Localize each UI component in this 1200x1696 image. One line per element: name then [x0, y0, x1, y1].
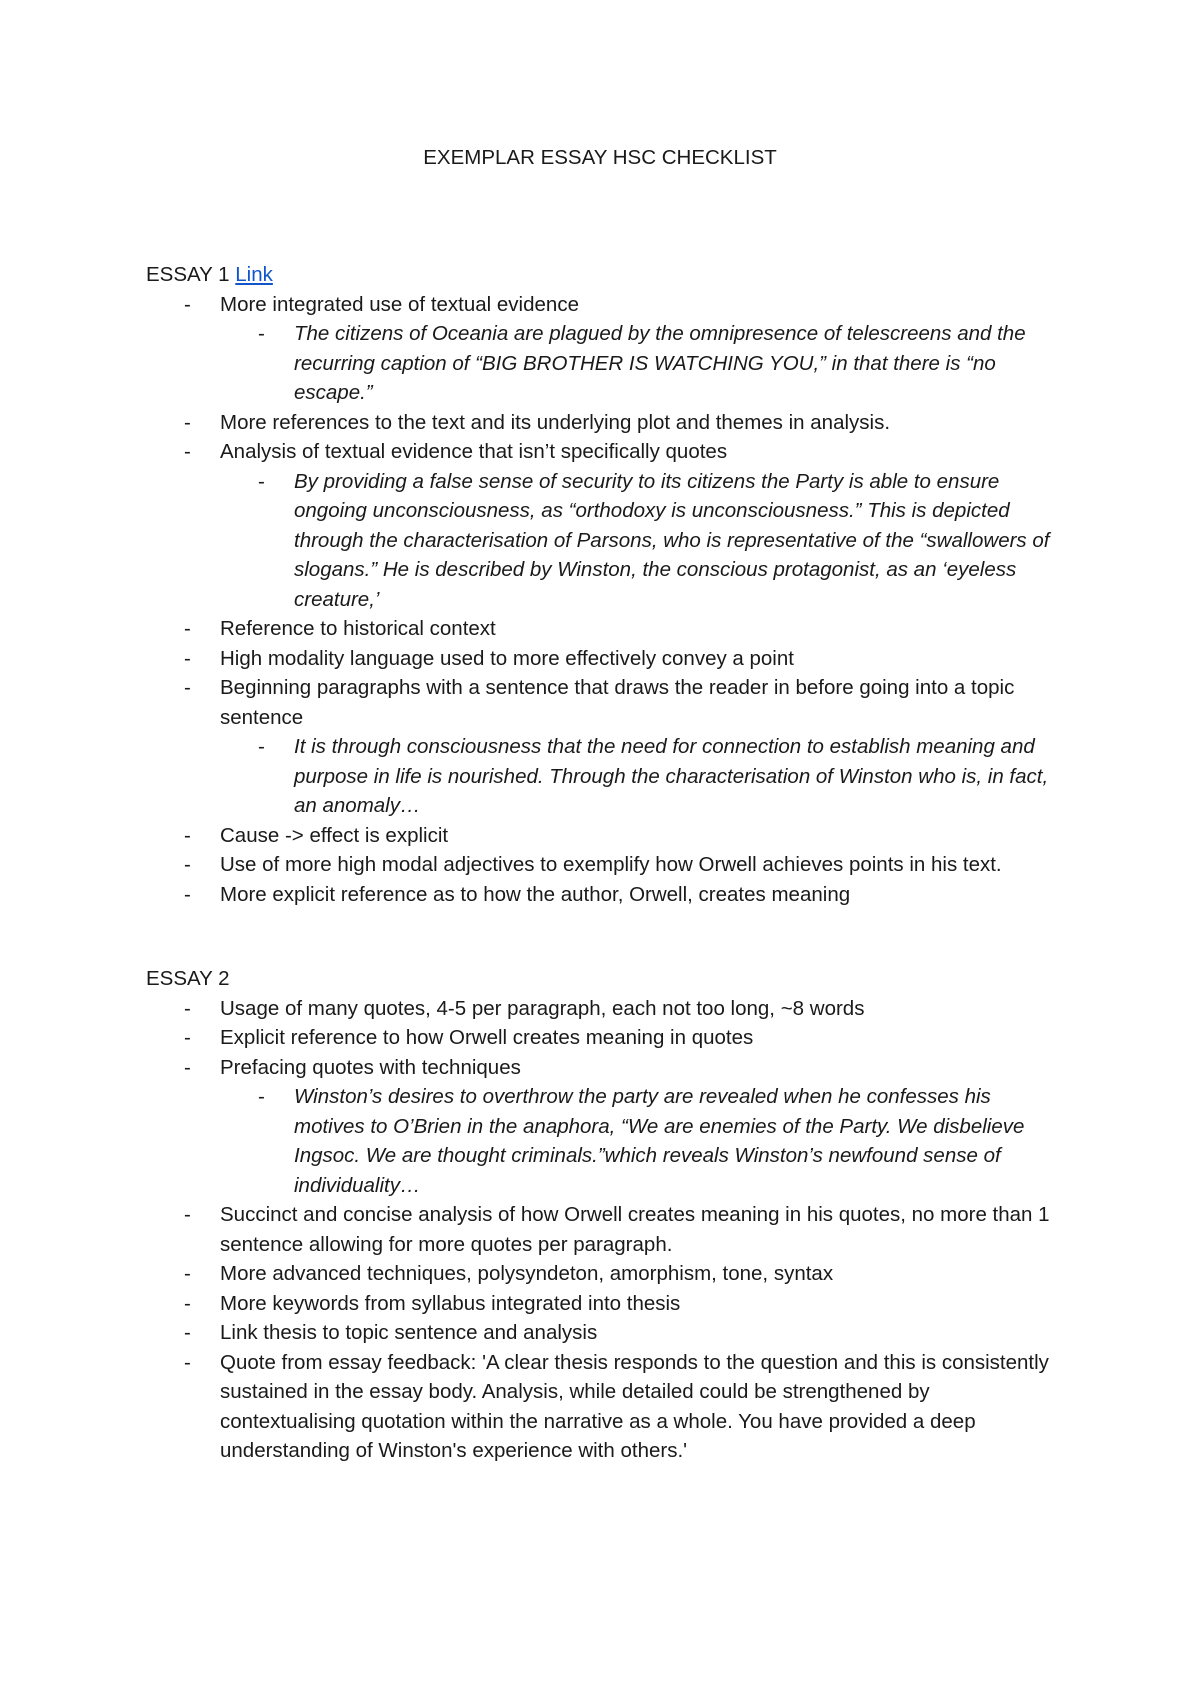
checklist-item-text: Use of more high modal adjectives to exemplify how Orwell achieves points in his text. [220, 853, 1002, 876]
checklist-item [146, 1318, 1066, 1348]
bullet-dash: - [258, 1085, 265, 1108]
example-item [220, 467, 1066, 615]
checklist-item-text: Prefacing quotes with techniques [220, 1055, 521, 1079]
example-list [220, 467, 1066, 615]
bullet-dash: - [184, 1321, 191, 1344]
bullet-dash: - [184, 1055, 191, 1079]
page-title: EXEMPLAR ESSAY HSC CHECKLIST [423, 146, 777, 169]
checklist-item-text: Cause -> effect is explicit [220, 823, 449, 847]
bullet-dash: - [184, 1291, 191, 1315]
essay-2-heading-text: ESSAY 2 [146, 967, 230, 990]
bullet-dash: - [184, 1262, 191, 1285]
checklist-item [146, 437, 1066, 614]
checklist-item [146, 1023, 1066, 1053]
checklist-item-text: High modality language used to more effectively convey a point [220, 646, 794, 670]
bullet-dash: - [184, 676, 191, 699]
checklist-item [146, 880, 1066, 910]
checklist-item-text: Succinct and concise analysis of how Orwell creates meaning in his quotes, no more than 1 sentence allowing for more quotes per paragraph. [220, 1203, 1050, 1256]
checklist-item [146, 821, 1066, 851]
checklist-item [146, 673, 1066, 821]
example-item [220, 1082, 1066, 1200]
bullet-dash: - [184, 617, 191, 640]
bullet-dash: - [184, 823, 191, 847]
example-quote-text: The citizens of Oceania are plagued by the omnipresence of telescreens and the recurring caption of “BIG BROTHER IS WATCHING YOU,” in that there is “no escape.” [294, 322, 1026, 404]
bullet-dash: - [258, 322, 265, 345]
bullet-dash: - [184, 996, 191, 1020]
checklist-item-text: More references to the text and its underlying plot and themes in analysis. [220, 410, 891, 434]
essay-2-section [146, 964, 1066, 1466]
bullet-dash: - [258, 469, 265, 493]
checklist-item [146, 644, 1066, 674]
checklist-item [146, 1200, 1066, 1259]
checklist-item [146, 290, 1066, 408]
checklist-item [146, 614, 1066, 644]
example-item [220, 732, 1066, 821]
bullet-dash: - [184, 292, 191, 316]
bullet-dash: - [184, 1203, 191, 1226]
essay-1-heading-text: ESSAY 1 [146, 263, 230, 286]
checklist-item [146, 1259, 1066, 1289]
bullet-dash: - [184, 882, 191, 906]
essay-1-link[interactable]: Link [235, 263, 273, 286]
essay-1-checklist [146, 290, 1066, 910]
example-list [220, 1082, 1066, 1200]
example-item [220, 319, 1066, 408]
checklist-item [146, 1053, 1066, 1201]
essay-2-heading [146, 964, 1066, 994]
bullet-dash: - [184, 440, 191, 463]
checklist-item-text: More explicit reference as to how the author, Orwell, creates meaning [220, 882, 851, 906]
example-quote-text: By providing a false sense of security to its citizens the Party is able to ensure ongoing unconsciousness, as “orthodoxy is unconsciousness.” This is depicted through the characterisation of Parsons, who is representative of the “swallowers of slogans.” He is described by Winston, the conscious protagonist, as an ‘eyeless creature,’ [294, 469, 1050, 611]
checklist-item-text: More keywords from syllabus integrated into thesis [220, 1291, 681, 1315]
bullet-dash: - [258, 735, 265, 758]
example-quote-text: It is through consciousness that the need for connection to establish meaning and purpose in life is nourished. Through the characterisation of Winston who is, in fact, an anomaly… [294, 735, 1049, 817]
checklist-item [146, 1348, 1066, 1466]
checklist-item-text: Quote from essay feedback: 'A clear thesis responds to the question and this is consistently sustained in the essay body. Analysis, while detailed could be strengthened by contextualising quotation within the narrative as a whole. You have provided a deep understanding of Winston's experience with others.' [220, 1350, 1049, 1462]
bullet-dash: - [184, 1350, 191, 1374]
essay-1-heading [146, 260, 1066, 290]
checklist-item-text: Analysis of textual evidence that isn’t specifically quotes [220, 440, 728, 463]
checklist-item [146, 1289, 1066, 1319]
checklist-item-text: Explicit reference to how Orwell creates meaning in quotes [220, 1026, 754, 1049]
checklist-item-text: More integrated use of textual evidence [220, 292, 579, 316]
checklist-item-text: Beginning paragraphs with a sentence that draws the reader in before going into a topic sentence [220, 676, 1015, 729]
bullet-dash: - [184, 646, 191, 670]
checklist-item-text: Reference to historical context [220, 617, 496, 640]
bullet-dash: - [184, 410, 191, 434]
bullet-dash: - [184, 1026, 191, 1049]
essay-2-checklist [146, 994, 1066, 1466]
bullet-dash: - [184, 853, 191, 876]
checklist-item [146, 994, 1066, 1024]
checklist-item-text: Usage of many quotes, 4-5 per paragraph, each not too long, ~8 words [220, 996, 865, 1020]
checklist-item-text: Link thesis to topic sentence and analysis [220, 1321, 598, 1344]
checklist-item [146, 850, 1066, 880]
example-list [220, 732, 1066, 821]
example-list [220, 319, 1066, 408]
checklist-item-text: More advanced techniques, polysyndeton, amorphism, tone, syntax [220, 1262, 834, 1285]
example-quote-text: Winston’s desires to overthrow the party are revealed when he confesses his motives to O’Brien in the anaphora, “We are enemies of the Party. We disbelieve Ingsoc. We are thought criminals.”which reveals Winston’s newfound sense of individuality… [294, 1085, 1025, 1197]
checklist-item [146, 408, 1066, 438]
essay-1-section [146, 260, 1066, 909]
